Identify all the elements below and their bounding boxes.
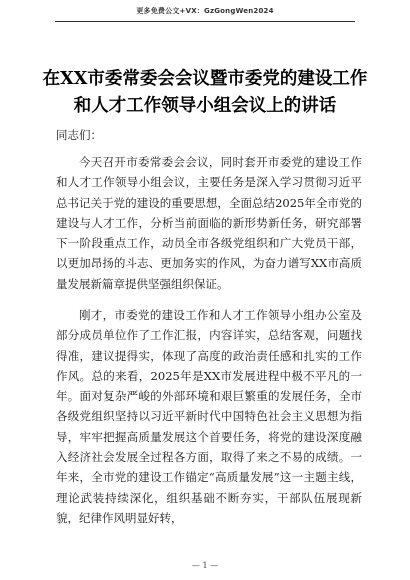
paragraph: 刚才，市委党的建设工作和人才工作领导小组办公室及部分成员单位作了工作汇报，内容详实，总结客观，问题找得准，建议提得实，体现了高度的政治责任感和扎实的工作作风。总的来看，2025年是XX市发展进程中极不平凡的一年。面对复杂严峻的外部环境和艰巨繁重的发展任务，全市各级党组织坚持以习近平新时代中国特色社会主义思想为指导，牢牢把握高质量发展这个首要任务，将党的建设深度融入经济社会发展全过程各方面，取得了来之不易的成绩。一年来，全市党的建设工作锚定“高质量发展”这一主题主线，理论武装持续深化，组织基础不断夯实，干部队伍展现新貌，纪律作风明显好转，: [56, 308, 362, 525]
document-title: 在XX市委常委会会议暨市委党的建设工作和人才工作领导小组会议上的讲话: [42, 69, 368, 116]
header-banner: 更多免费公文+VX：GzGongWen2024: [136, 7, 274, 15]
page-number: — 1 —: [191, 561, 219, 570]
paragraph: 今天召开市委常委会会议，同时套开市委党的建设工作和人才工作领导小组会议，主要任务是深入学习贯彻习近平总书记关于党的建设的重要思想，全面总结2025年全市党的建设与人才工作，分析当前面临的新形势新任务，研究部署下一阶段重点工作，动员全市各级党组织和广大党员干部，以更加昂扬的斗志、更加务实的作风，为奋力谱写XX市高质量发展新篇章提供坚强组织保证。: [56, 155, 362, 291]
header-divider: [55, 21, 355, 22]
greeting: 同志们：: [56, 128, 102, 142]
